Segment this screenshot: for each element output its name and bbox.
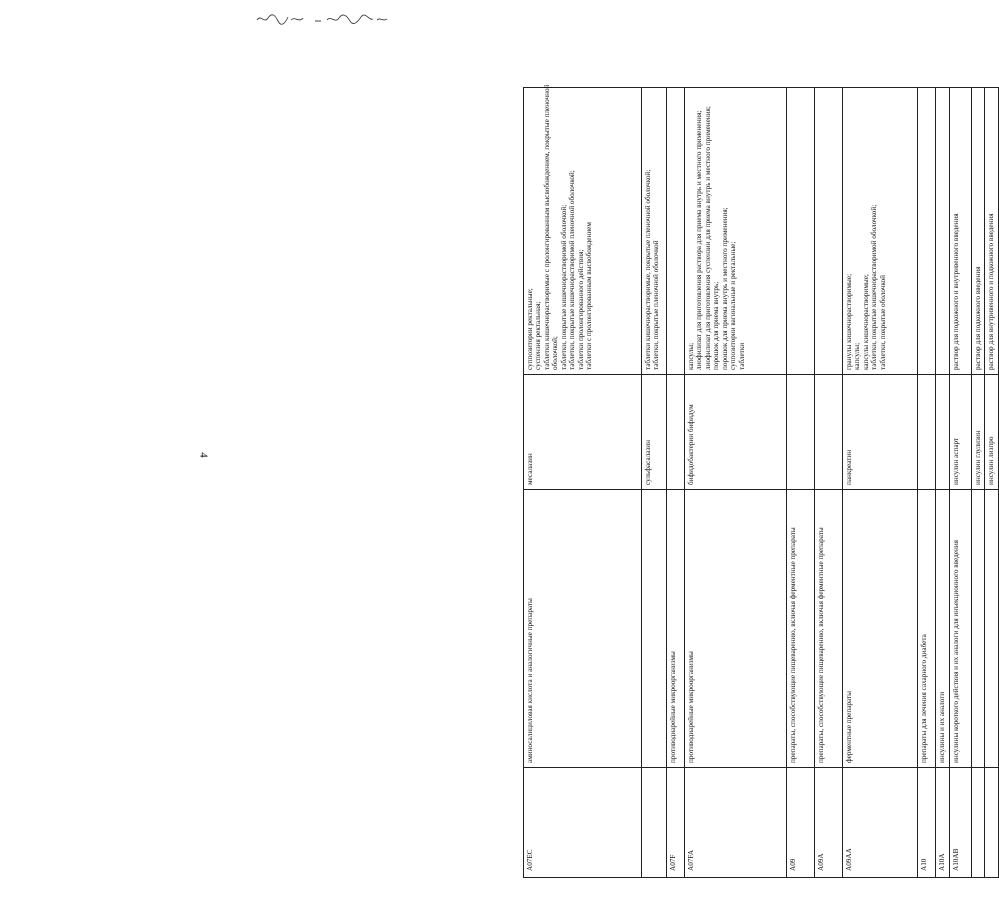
table-row — [985, 88, 998, 878]
dosage-forms-cell — [985, 88, 998, 375]
atc-code-cell: A09AA — [843, 768, 918, 878]
drug-name-cell: панкреатин — [843, 375, 918, 490]
table-row — [787, 88, 815, 878]
document-table-sheet — [58, 84, 996, 878]
group-name-cell: ферментные препараты — [843, 490, 918, 768]
dosage-form-line: раствор для подкожного введения — [974, 266, 982, 370]
group-name-cell: инсулины короткого действия и их аналоги для инъекционного введения — [950, 490, 972, 768]
group-name-cell — [642, 490, 667, 768]
drug-name-cell: инсулин лизпро — [985, 375, 998, 490]
drug-name-cell — [815, 375, 843, 490]
atc-code-cell: A07F — [667, 768, 685, 878]
group-name-cell: препараты, способствующие пищеварению, включая ферментные препараты — [787, 490, 815, 768]
handwritten-signature — [255, 12, 395, 26]
dosage-form-line: раствор для внутривенного и подкожного введения — [987, 213, 996, 370]
group-name-cell: препараты, способствующие пищеварению, включая ферментные препараты — [815, 490, 843, 768]
dosage-form-line: таблетки кишечнорастворимые, покрытые пленочной оболочкой; — [644, 169, 652, 370]
group-name-cell — [972, 490, 985, 768]
atc-code-cell — [972, 768, 985, 878]
group-name-cell — [985, 490, 998, 768]
dosage-forms-cell — [815, 88, 843, 375]
drug-name-cell — [936, 375, 950, 490]
dosage-forms-cell — [685, 88, 787, 375]
table-row — [950, 88, 972, 878]
dosage-forms-cell — [787, 88, 815, 375]
dosage-form-line: таблетки кишечнорастворимые с пролонгированным высвобождением, покрытые пленочной — [542, 84, 551, 370]
dosage-form-line: таблетки, покрытые кишечнорастворимой оболочкой; — [559, 204, 568, 370]
dosage-form-line: капсулы кишечнорастворимые; — [861, 274, 870, 370]
group-name-cell: противодиарейные микроорганизмы — [685, 490, 787, 768]
drug-name-cell: инсулин аспарт — [950, 375, 972, 490]
dosage-forms-cell — [524, 84, 642, 375]
drug-name-cell — [667, 375, 685, 490]
dosage-form-line: таблетки — [737, 342, 746, 370]
drug-name-cell — [787, 375, 815, 490]
atc-code-cell: A10 — [918, 768, 936, 878]
table-row — [918, 88, 936, 878]
dosage-forms-cell — [642, 88, 667, 375]
atc-code-cell — [642, 768, 667, 878]
dosage-forms-cell — [667, 88, 685, 375]
atc-code-cell: A07EC — [524, 768, 642, 878]
table-row — [815, 88, 843, 878]
table-row — [524, 88, 642, 878]
drug-name-cell: сульфасалазин — [642, 375, 667, 490]
atc-code-cell: A07FA — [685, 768, 787, 878]
dosage-form-line: суппозитории ректальные; — [526, 288, 534, 370]
group-name-cell: противодиарейные микроорганизмы — [667, 490, 685, 768]
dosage-form-line: лиофилизат для приготовления суспензии для приема внутрь и местного применения; — [703, 106, 712, 370]
group-name-cell: инсулины и их аналоги — [936, 490, 950, 768]
dosage-form-line: капсулы; — [853, 342, 862, 370]
dosage-form-line: суспензия ректальная; — [534, 301, 543, 370]
dosage-form-line: раствор для подкожного и внутривенного введения — [952, 213, 960, 370]
table-row — [685, 88, 787, 878]
atc-code-cell — [985, 768, 998, 878]
drug-name-cell: инсулин глулизин — [972, 375, 985, 490]
atc-code-cell: A10AB — [950, 768, 972, 878]
drug-name-cell — [918, 375, 936, 490]
dosage-form-line: таблетки пролонгированного действия; — [576, 249, 585, 370]
dosage-form-line: таблетки, покрытые пленочной оболочкой — [652, 240, 661, 370]
group-name-cell: препараты для лечения сахарного диабета — [918, 490, 936, 768]
table-row — [843, 88, 918, 878]
atc-code-cell: A10A — [936, 768, 950, 878]
page-number: 4 — [197, 452, 210, 458]
drug-name-cell: бифидобактерии бифидум — [685, 375, 787, 490]
dosage-form-line: гранулы кишечнорастворимые; — [845, 273, 853, 370]
dosage-forms-cell — [918, 88, 936, 375]
dosage-form-line: таблетки, покрытые кишечнорастворимой пленочной оболочкой; — [568, 170, 577, 370]
atc-code-cell: A09A — [815, 768, 843, 878]
group-name-cell: аминосалициловая кислота и аналогичные препараты — [524, 490, 642, 768]
dosage-form-line: суппозитории вагинальные и ректальные; — [729, 241, 738, 370]
dosage-form-line: таблетки, покрытые кишечнорастворимой оболочкой; — [870, 204, 879, 370]
dosage-form-line: оболочкой; — [551, 336, 560, 370]
table-row — [667, 88, 685, 878]
dosage-form-line: таблетки с пролонгированным высвобождением — [585, 222, 594, 370]
dosage-forms-cell — [972, 88, 985, 375]
dosage-form-line: лиофилизат для приготовления раствора для приема внутрь и местного применения; — [695, 110, 704, 370]
dosage-forms-cell — [843, 88, 918, 375]
dosage-forms-cell — [950, 88, 972, 375]
dosage-form-line: порошок для приема внутрь; — [712, 281, 721, 370]
drug-name-cell: месалазин — [524, 375, 642, 490]
drug-classification-table — [523, 84, 999, 878]
dosage-forms-cell — [936, 88, 950, 375]
dosage-form-line: таблетки, покрытые оболочкой — [878, 275, 887, 370]
table-row — [642, 88, 667, 878]
table-row — [936, 88, 950, 878]
table-row — [972, 88, 985, 878]
dosage-form-line: капсулы; — [687, 342, 695, 370]
atc-code-cell: A09 — [787, 768, 815, 878]
dosage-form-line: порошок для приема внутрь и местного применения; — [720, 207, 729, 370]
